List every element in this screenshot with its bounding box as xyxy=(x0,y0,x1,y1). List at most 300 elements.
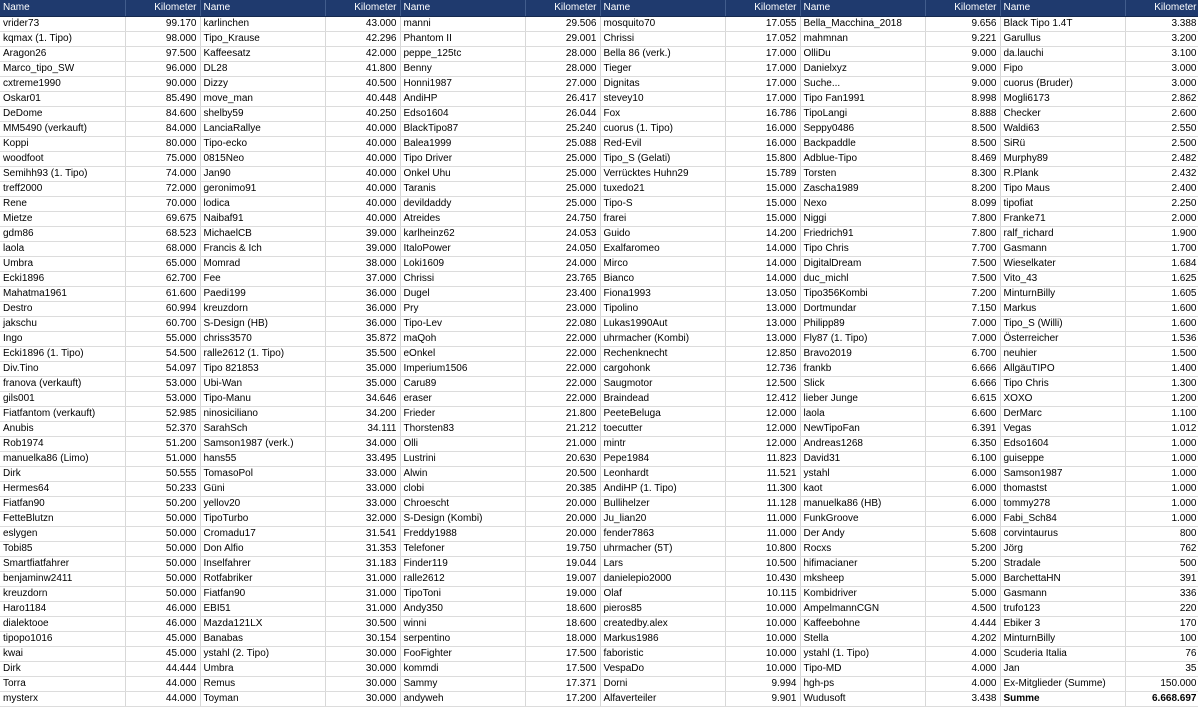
km-cell[interactable]: 69.675 xyxy=(125,211,200,226)
km-cell[interactable]: 14.000 xyxy=(725,271,800,286)
km-cell[interactable]: 28.000 xyxy=(525,46,600,61)
km-cell[interactable]: 40.000 xyxy=(325,166,400,181)
name-cell[interactable]: Remus xyxy=(200,676,325,691)
name-cell[interactable]: DigitalDream xyxy=(800,256,925,271)
name-cell[interactable]: Toyman xyxy=(200,691,325,706)
name-cell[interactable]: cuorus (Bruder) xyxy=(1000,76,1125,91)
name-cell[interactable]: Onkel Uhu xyxy=(400,166,525,181)
km-cell[interactable]: 40.000 xyxy=(325,196,400,211)
km-cell[interactable]: 2.432 xyxy=(1125,166,1198,181)
km-cell[interactable]: 3.000 xyxy=(1125,76,1198,91)
km-cell[interactable]: 11.823 xyxy=(725,451,800,466)
km-cell[interactable]: 4.000 xyxy=(925,661,1000,676)
km-cell[interactable]: 51.000 xyxy=(125,451,200,466)
name-cell[interactable]: woodfoot xyxy=(0,151,125,166)
km-cell[interactable]: 20.000 xyxy=(525,496,600,511)
name-cell[interactable]: da.lauchi xyxy=(1000,46,1125,61)
km-cell[interactable]: 36.000 xyxy=(325,286,400,301)
name-cell[interactable]: guiseppe xyxy=(1000,451,1125,466)
km-cell[interactable]: 31.541 xyxy=(325,526,400,541)
km-cell[interactable]: 30.000 xyxy=(325,691,400,706)
name-cell[interactable]: faboristic xyxy=(600,646,725,661)
km-cell[interactable]: 19.750 xyxy=(525,541,600,556)
km-cell[interactable]: 12.850 xyxy=(725,346,800,361)
km-cell[interactable]: 51.200 xyxy=(125,436,200,451)
km-cell[interactable]: 2.862 xyxy=(1125,91,1198,106)
name-cell[interactable]: Red-Evil xyxy=(600,136,725,151)
km-cell[interactable]: 25.000 xyxy=(525,181,600,196)
name-cell[interactable]: Bravo2019 xyxy=(800,346,925,361)
name-cell[interactable]: Marco_tipo_SW xyxy=(0,61,125,76)
name-cell[interactable]: Mogli6173 xyxy=(1000,91,1125,106)
km-cell[interactable]: 336 xyxy=(1125,586,1198,601)
name-cell[interactable]: laola xyxy=(0,241,125,256)
name-cell[interactable]: Cromadu17 xyxy=(200,526,325,541)
name-cell[interactable]: Fipo xyxy=(1000,61,1125,76)
km-cell[interactable]: 6.000 xyxy=(925,511,1000,526)
km-cell[interactable]: 31.353 xyxy=(325,541,400,556)
name-cell[interactable]: uhrmacher (Kombi) xyxy=(600,331,725,346)
km-cell[interactable]: 16.000 xyxy=(725,121,800,136)
name-cell[interactable]: TomasoPol xyxy=(200,466,325,481)
km-cell[interactable]: 7.000 xyxy=(925,316,1000,331)
km-cell[interactable]: 41.800 xyxy=(325,61,400,76)
header-km-4[interactable]: Kilometer xyxy=(725,0,800,16)
km-cell[interactable]: 80.000 xyxy=(125,136,200,151)
km-cell[interactable]: 20.000 xyxy=(525,511,600,526)
km-cell[interactable]: 13.000 xyxy=(725,331,800,346)
name-cell[interactable]: Alfaverteiler xyxy=(600,691,725,706)
km-cell[interactable]: 30.000 xyxy=(325,676,400,691)
name-cell[interactable]: Destro xyxy=(0,301,125,316)
name-cell[interactable]: Bullihelzer xyxy=(600,496,725,511)
km-cell[interactable]: 40.500 xyxy=(325,76,400,91)
name-cell[interactable]: Samson1987 xyxy=(1000,466,1125,481)
name-cell[interactable]: Fiatfan90 xyxy=(200,586,325,601)
km-cell[interactable]: 8.500 xyxy=(925,136,1000,151)
name-cell[interactable]: maQoh xyxy=(400,331,525,346)
km-cell[interactable]: 15.000 xyxy=(725,211,800,226)
name-cell[interactable]: Freddy1988 xyxy=(400,526,525,541)
km-cell[interactable]: 1.000 xyxy=(1125,481,1198,496)
name-cell[interactable]: Franke71 xyxy=(1000,211,1125,226)
name-cell[interactable]: Momrad xyxy=(200,256,325,271)
name-cell[interactable]: Olli xyxy=(400,436,525,451)
name-cell[interactable]: Imperium1506 xyxy=(400,361,525,376)
km-cell[interactable]: 50.000 xyxy=(125,541,200,556)
name-cell[interactable]: Banabas xyxy=(200,631,325,646)
name-cell[interactable]: Niggi xyxy=(800,211,925,226)
name-cell[interactable]: serpentino xyxy=(400,631,525,646)
name-cell[interactable]: Francis & Ich xyxy=(200,241,325,256)
km-cell[interactable]: 85.490 xyxy=(125,91,200,106)
name-cell[interactable]: Adblue-Tipo xyxy=(800,151,925,166)
name-cell[interactable]: Garullus xyxy=(1000,31,1125,46)
name-cell[interactable]: Oskar01 xyxy=(0,91,125,106)
name-cell[interactable]: Kombidriver xyxy=(800,586,925,601)
km-cell[interactable]: 6.666 xyxy=(925,361,1000,376)
km-cell[interactable]: 42.000 xyxy=(325,46,400,61)
km-cell[interactable]: 12.500 xyxy=(725,376,800,391)
name-cell[interactable]: Dirk xyxy=(0,466,125,481)
name-cell[interactable]: Der Andy xyxy=(800,526,925,541)
km-cell[interactable]: 17.371 xyxy=(525,676,600,691)
name-cell[interactable]: AmpelmannCGN xyxy=(800,601,925,616)
km-cell[interactable]: 10.500 xyxy=(725,556,800,571)
km-cell[interactable]: 2.400 xyxy=(1125,181,1198,196)
name-cell[interactable]: Tipo-ecko xyxy=(200,136,325,151)
name-cell[interactable]: ystahl (1. Tipo) xyxy=(800,646,925,661)
km-cell[interactable]: 9.994 xyxy=(725,676,800,691)
name-cell[interactable]: Stella xyxy=(800,631,925,646)
km-cell[interactable]: 35.000 xyxy=(325,361,400,376)
name-cell[interactable]: Bianco xyxy=(600,271,725,286)
name-cell[interactable]: Tipo Fan1991 xyxy=(800,91,925,106)
km-cell[interactable]: 17.052 xyxy=(725,31,800,46)
name-cell[interactable]: Kaffeesatz xyxy=(200,46,325,61)
km-cell[interactable]: 2.600 xyxy=(1125,106,1198,121)
km-cell[interactable]: 39.000 xyxy=(325,226,400,241)
km-cell[interactable]: 6.700 xyxy=(925,346,1000,361)
km-cell[interactable]: 75.000 xyxy=(125,151,200,166)
name-cell[interactable]: Phantom II xyxy=(400,31,525,46)
name-cell[interactable]: mysterx xyxy=(0,691,125,706)
km-cell[interactable]: 2.550 xyxy=(1125,121,1198,136)
km-cell[interactable]: 5.000 xyxy=(925,571,1000,586)
name-cell[interactable]: Chroescht xyxy=(400,496,525,511)
name-cell[interactable]: lodica xyxy=(200,196,325,211)
name-cell[interactable]: Waldi63 xyxy=(1000,121,1125,136)
name-cell[interactable]: pieros85 xyxy=(600,601,725,616)
name-cell[interactable]: S-Design (Kombi) xyxy=(400,511,525,526)
km-cell[interactable]: 11.521 xyxy=(725,466,800,481)
header-name-1[interactable]: Name xyxy=(0,0,125,16)
km-cell[interactable]: 8.469 xyxy=(925,151,1000,166)
header-km-6[interactable]: Kilometer xyxy=(1125,0,1198,16)
km-cell[interactable]: 50.000 xyxy=(125,511,200,526)
km-cell[interactable]: 25.000 xyxy=(525,196,600,211)
name-cell[interactable]: Frieder xyxy=(400,406,525,421)
km-cell[interactable]: 6.100 xyxy=(925,451,1000,466)
name-cell[interactable]: winni xyxy=(400,616,525,631)
km-cell[interactable]: 8.099 xyxy=(925,196,1000,211)
name-cell[interactable]: Tipo 821853 xyxy=(200,361,325,376)
km-cell[interactable]: 35.872 xyxy=(325,331,400,346)
km-cell[interactable]: 38.000 xyxy=(325,256,400,271)
km-cell[interactable]: 1.700 xyxy=(1125,241,1198,256)
name-cell[interactable]: andyweh xyxy=(400,691,525,706)
name-cell[interactable]: Ebiker 3 xyxy=(1000,616,1125,631)
km-cell[interactable]: 2.482 xyxy=(1125,151,1198,166)
km-cell[interactable]: 10.000 xyxy=(725,661,800,676)
km-cell[interactable]: 10.000 xyxy=(725,631,800,646)
km-cell[interactable]: 40.000 xyxy=(325,211,400,226)
name-cell[interactable]: ralle2612 (1. Tipo) xyxy=(200,346,325,361)
km-cell[interactable]: 8.200 xyxy=(925,181,1000,196)
name-cell[interactable]: SiRü xyxy=(1000,136,1125,151)
name-cell[interactable]: Dugel xyxy=(400,286,525,301)
name-cell[interactable]: Mietze xyxy=(0,211,125,226)
km-cell[interactable]: 40.000 xyxy=(325,136,400,151)
km-cell[interactable]: 60.994 xyxy=(125,301,200,316)
km-cell[interactable]: 34.200 xyxy=(325,406,400,421)
km-cell[interactable]: 44.000 xyxy=(125,676,200,691)
km-cell[interactable]: 31.183 xyxy=(325,556,400,571)
km-cell[interactable]: 22.000 xyxy=(525,346,600,361)
name-cell[interactable]: Exalfaromeo xyxy=(600,241,725,256)
km-cell[interactable]: 7.150 xyxy=(925,301,1000,316)
name-cell[interactable]: Mirco xyxy=(600,256,725,271)
name-cell[interactable]: Olaf xyxy=(600,586,725,601)
name-cell[interactable]: ystahl xyxy=(800,466,925,481)
km-cell[interactable]: 22.000 xyxy=(525,391,600,406)
name-cell[interactable]: Danielxyz xyxy=(800,61,925,76)
name-cell[interactable]: tipofiat xyxy=(1000,196,1125,211)
km-cell[interactable]: 90.000 xyxy=(125,76,200,91)
name-cell[interactable]: mahmnan xyxy=(800,31,925,46)
name-cell[interactable]: Alwin xyxy=(400,466,525,481)
name-cell[interactable]: AndiHP (1. Tipo) xyxy=(600,481,725,496)
km-cell[interactable]: 12.000 xyxy=(725,406,800,421)
km-cell[interactable]: 96.000 xyxy=(125,61,200,76)
name-cell[interactable]: tuxedo21 xyxy=(600,181,725,196)
name-cell[interactable]: Dizzy xyxy=(200,76,325,91)
km-cell[interactable]: 29.001 xyxy=(525,31,600,46)
km-cell[interactable]: 8.998 xyxy=(925,91,1000,106)
name-cell[interactable]: Fee xyxy=(200,271,325,286)
name-cell[interactable]: Tipo Chris xyxy=(800,241,925,256)
km-cell[interactable]: 16.000 xyxy=(725,136,800,151)
name-cell[interactable]: Torra xyxy=(0,676,125,691)
km-cell[interactable]: 20.000 xyxy=(525,526,600,541)
name-cell[interactable]: cargohonk xyxy=(600,361,725,376)
name-cell[interactable]: Honni1987 xyxy=(400,76,525,91)
name-cell[interactable]: Markus xyxy=(1000,301,1125,316)
name-cell[interactable]: Tipo-Lev xyxy=(400,316,525,331)
km-cell[interactable]: 52.370 xyxy=(125,421,200,436)
km-cell[interactable]: 15.800 xyxy=(725,151,800,166)
km-cell[interactable]: 11.300 xyxy=(725,481,800,496)
name-cell[interactable]: manuelka86 (Limo) xyxy=(0,451,125,466)
name-cell[interactable]: Rene xyxy=(0,196,125,211)
name-cell[interactable]: Slick xyxy=(800,376,925,391)
km-cell[interactable]: 19.007 xyxy=(525,571,600,586)
km-cell[interactable]: 7.700 xyxy=(925,241,1000,256)
name-cell[interactable]: Tipo Driver xyxy=(400,151,525,166)
name-cell[interactable]: Markus1986 xyxy=(600,631,725,646)
km-cell[interactable]: 20.500 xyxy=(525,466,600,481)
name-cell[interactable]: duc_michl xyxy=(800,271,925,286)
name-cell[interactable]: thomastst xyxy=(1000,481,1125,496)
km-cell[interactable]: 9.000 xyxy=(925,76,1000,91)
header-km-1[interactable]: Kilometer xyxy=(125,0,200,16)
km-cell[interactable]: 74.000 xyxy=(125,166,200,181)
name-cell[interactable]: Koppi xyxy=(0,136,125,151)
name-cell[interactable]: ItaloPower xyxy=(400,241,525,256)
km-cell[interactable]: 99.170 xyxy=(125,16,200,31)
name-cell[interactable]: Ubi-Wan xyxy=(200,376,325,391)
name-cell[interactable]: SarahSch xyxy=(200,421,325,436)
km-cell[interactable]: 24.000 xyxy=(525,256,600,271)
header-km-5[interactable]: Kilometer xyxy=(925,0,1000,16)
km-cell[interactable]: 1.100 xyxy=(1125,406,1198,421)
name-cell[interactable]: Benny xyxy=(400,61,525,76)
name-cell[interactable]: S-Design (HB) xyxy=(200,316,325,331)
km-cell[interactable]: 13.000 xyxy=(725,316,800,331)
name-cell[interactable]: Friedrich91 xyxy=(800,226,925,241)
name-cell[interactable]: shelby59 xyxy=(200,106,325,121)
km-cell[interactable]: 31.000 xyxy=(325,601,400,616)
name-cell[interactable]: Umbra xyxy=(0,256,125,271)
name-cell[interactable]: Anubis xyxy=(0,421,125,436)
km-cell[interactable]: 29.506 xyxy=(525,16,600,31)
name-cell[interactable]: lieber Junge xyxy=(800,391,925,406)
km-cell[interactable]: 7.000 xyxy=(925,331,1000,346)
name-cell[interactable]: eraser xyxy=(400,391,525,406)
header-name-3[interactable]: Name xyxy=(400,0,525,16)
km-cell[interactable]: 22.080 xyxy=(525,316,600,331)
name-cell[interactable]: ninosiciliano xyxy=(200,406,325,421)
total-km-cell[interactable]: 6.668.697 xyxy=(1125,691,1198,706)
name-cell[interactable]: Saugmotor xyxy=(600,376,725,391)
km-cell[interactable]: 23.000 xyxy=(525,301,600,316)
km-cell[interactable]: 40.250 xyxy=(325,106,400,121)
name-cell[interactable]: treff2000 xyxy=(0,181,125,196)
name-cell[interactable]: kreuzdorn xyxy=(200,301,325,316)
km-cell[interactable]: 10.430 xyxy=(725,571,800,586)
name-cell[interactable]: Dortmundar xyxy=(800,301,925,316)
km-cell[interactable]: 9.221 xyxy=(925,31,1000,46)
name-cell[interactable]: Stradale xyxy=(1000,556,1125,571)
km-cell[interactable]: 33.000 xyxy=(325,496,400,511)
name-cell[interactable]: geronimo91 xyxy=(200,181,325,196)
name-cell[interactable]: Ex-Mitglieder (Summe) xyxy=(1000,676,1125,691)
name-cell[interactable]: Dignitas xyxy=(600,76,725,91)
km-cell[interactable]: 50.000 xyxy=(125,571,200,586)
name-cell[interactable]: tipopo1016 xyxy=(0,631,125,646)
km-cell[interactable]: 1.000 xyxy=(1125,436,1198,451)
name-cell[interactable]: Pry xyxy=(400,301,525,316)
km-cell[interactable]: 6.391 xyxy=(925,421,1000,436)
name-cell[interactable]: Zascha1989 xyxy=(800,181,925,196)
name-cell[interactable]: Atreides xyxy=(400,211,525,226)
name-cell[interactable]: Wudusoft xyxy=(800,691,925,706)
km-cell[interactable]: 1.400 xyxy=(1125,361,1198,376)
km-cell[interactable]: 35 xyxy=(1125,661,1198,676)
km-cell[interactable]: 4.000 xyxy=(925,646,1000,661)
header-km-2[interactable]: Kilometer xyxy=(325,0,400,16)
km-cell[interactable]: 22.000 xyxy=(525,376,600,391)
name-cell[interactable]: jakschu xyxy=(0,316,125,331)
km-cell[interactable]: 21.800 xyxy=(525,406,600,421)
km-cell[interactable]: 25.088 xyxy=(525,136,600,151)
km-cell[interactable]: 6.000 xyxy=(925,466,1000,481)
name-cell[interactable]: TipoToni xyxy=(400,586,525,601)
name-cell[interactable]: Vegas xyxy=(1000,421,1125,436)
name-cell[interactable]: FooFighter xyxy=(400,646,525,661)
name-cell[interactable]: Tipo_Krause xyxy=(200,31,325,46)
name-cell[interactable]: danielepio2000 xyxy=(600,571,725,586)
km-cell[interactable]: 39.000 xyxy=(325,241,400,256)
km-cell[interactable]: 22.000 xyxy=(525,361,600,376)
km-cell[interactable]: 50.000 xyxy=(125,556,200,571)
km-cell[interactable]: 1.012 xyxy=(1125,421,1198,436)
km-cell[interactable]: 24.750 xyxy=(525,211,600,226)
name-cell[interactable]: EBI51 xyxy=(200,601,325,616)
name-cell[interactable]: Naibaf91 xyxy=(200,211,325,226)
km-cell[interactable]: 10.000 xyxy=(725,616,800,631)
name-cell[interactable]: Rechenknecht xyxy=(600,346,725,361)
km-cell[interactable]: 25.000 xyxy=(525,166,600,181)
km-cell[interactable]: 17.500 xyxy=(525,646,600,661)
name-cell[interactable]: toecutter xyxy=(600,421,725,436)
name-cell[interactable]: Balea1999 xyxy=(400,136,525,151)
name-cell[interactable]: Torsten xyxy=(800,166,925,181)
km-cell[interactable]: 3.200 xyxy=(1125,31,1198,46)
name-cell[interactable]: Dirk xyxy=(0,661,125,676)
km-cell[interactable]: 25.240 xyxy=(525,121,600,136)
name-cell[interactable]: manuelka86 (HB) xyxy=(800,496,925,511)
km-cell[interactable]: 50.555 xyxy=(125,466,200,481)
name-cell[interactable]: Suche... xyxy=(800,76,925,91)
km-cell[interactable]: 3.388 xyxy=(1125,16,1198,31)
name-cell[interactable]: Jörg xyxy=(1000,541,1125,556)
name-cell[interactable]: Tipo356Kombi xyxy=(800,286,925,301)
name-cell[interactable]: createdby.alex xyxy=(600,616,725,631)
km-cell[interactable]: 6.000 xyxy=(925,481,1000,496)
km-cell[interactable]: 5.608 xyxy=(925,526,1000,541)
name-cell[interactable]: Guido xyxy=(600,226,725,241)
name-cell[interactable]: Vito_43 xyxy=(1000,271,1125,286)
name-cell[interactable]: Chrissi xyxy=(400,271,525,286)
km-cell[interactable]: 36.000 xyxy=(325,301,400,316)
header-name-4[interactable]: Name xyxy=(600,0,725,16)
name-cell[interactable]: karlheinz62 xyxy=(400,226,525,241)
km-cell[interactable]: 762 xyxy=(1125,541,1198,556)
km-cell[interactable]: 70.000 xyxy=(125,196,200,211)
name-cell[interactable]: Checker xyxy=(1000,106,1125,121)
name-cell[interactable]: Taranis xyxy=(400,181,525,196)
km-cell[interactable]: 44.444 xyxy=(125,661,200,676)
km-cell[interactable]: 46.000 xyxy=(125,616,200,631)
name-cell[interactable]: dialektooe xyxy=(0,616,125,631)
km-cell[interactable]: 17.000 xyxy=(725,91,800,106)
name-cell[interactable]: clobi xyxy=(400,481,525,496)
name-cell[interactable]: Mahatma1961 xyxy=(0,286,125,301)
total-label-cell[interactable]: Summe xyxy=(1000,691,1125,706)
km-cell[interactable]: 26.044 xyxy=(525,106,600,121)
km-cell[interactable]: 1.000 xyxy=(1125,511,1198,526)
km-cell[interactable]: 100 xyxy=(1125,631,1198,646)
name-cell[interactable]: eslygen xyxy=(0,526,125,541)
km-cell[interactable]: 20.630 xyxy=(525,451,600,466)
name-cell[interactable]: TipoTurbo xyxy=(200,511,325,526)
name-cell[interactable]: Seppy0486 xyxy=(800,121,925,136)
name-cell[interactable]: Umbra xyxy=(200,661,325,676)
km-cell[interactable]: 6.600 xyxy=(925,406,1000,421)
km-cell[interactable]: 6.350 xyxy=(925,436,1000,451)
name-cell[interactable]: ralf_richard xyxy=(1000,226,1125,241)
name-cell[interactable]: Lustrini xyxy=(400,451,525,466)
km-cell[interactable]: 21.212 xyxy=(525,421,600,436)
name-cell[interactable]: DerMarc xyxy=(1000,406,1125,421)
km-cell[interactable]: 4.202 xyxy=(925,631,1000,646)
km-cell[interactable]: 17.500 xyxy=(525,661,600,676)
km-cell[interactable]: 1.200 xyxy=(1125,391,1198,406)
name-cell[interactable]: Gasmann xyxy=(1000,241,1125,256)
name-cell[interactable]: Jan xyxy=(1000,661,1125,676)
name-cell[interactable]: FetteBlutzn xyxy=(0,511,125,526)
